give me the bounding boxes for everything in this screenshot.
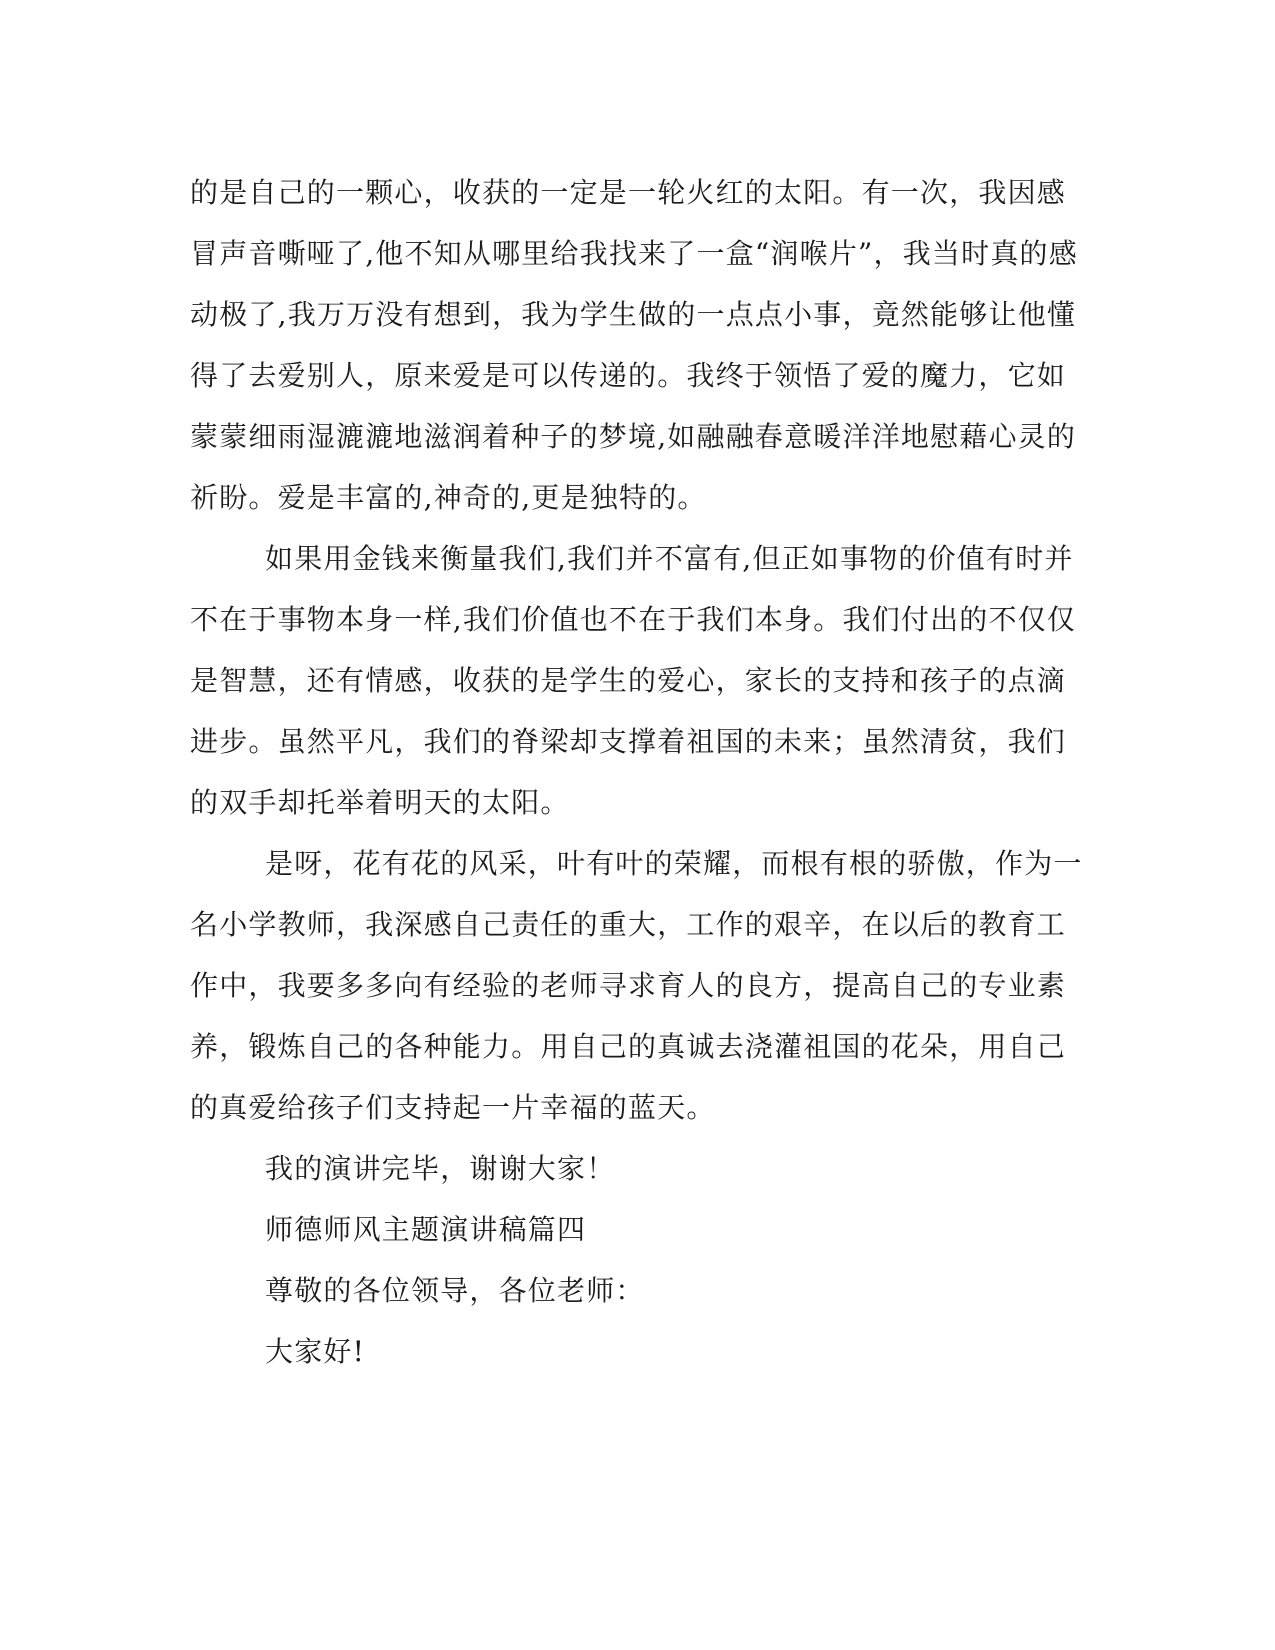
text-line: 名小学教师，我深感自己责任的重大，工作的艰辛，在以后的教育工	[190, 908, 1067, 941]
text-line: 的真爱给孩子们支持起一片幸福的蓝天。	[190, 1091, 716, 1124]
text-line: 冒声音嘶哑了,他不知从哪里给我找来了一盒“润喉片”，我当时真的感	[190, 237, 1078, 270]
text-line: 的是自己的一颗心，收获的一定是一轮火红的太阳。有一次，我因感	[190, 176, 1067, 209]
text-line: 是呀，花有花的风采，叶有叶的荣耀，而根有根的骄傲，作为一	[265, 847, 1083, 880]
paragraph-3	[190, 833, 1083, 1138]
paragraph-2	[190, 528, 1077, 833]
text-line: 得了去爱别人，原来爱是可以传递的。我终于领悟了爱的魔力，它如	[190, 359, 1067, 392]
document-body	[190, 162, 1083, 1382]
text-line: 如果用金钱来衡量我们,我们并不富有,但正如事物的价值有时并	[265, 542, 1074, 575]
text-line: 作中，我要多多向有经验的老师寻求育人的良方，提高自己的专业素	[190, 969, 1067, 1002]
section-title: 师德师风主题演讲稿篇四	[265, 1213, 587, 1246]
text-line: 的双手却托举着明天的太阳。	[190, 786, 570, 819]
greeting: 大家好!	[265, 1335, 366, 1368]
salutation: 尊敬的各位领导，各位老师：	[265, 1274, 645, 1307]
text-line: 养，锻炼自己的各种能力。用自己的真诚去浇灌祖国的花朵，用自己	[190, 1030, 1067, 1063]
text-line: 进步。虽然平凡，我们的脊梁却支撑着祖国的未来；虽然清贫，我们	[190, 725, 1067, 758]
text-line: 是智慧，还有情感，收获的是学生的爱心，家长的支持和孩子的点滴	[190, 664, 1067, 697]
closing-line: 我的演讲完毕，谢谢大家！	[265, 1152, 616, 1185]
text-line: 蒙蒙细雨湿漉漉地滋润着种子的梦境,如融融春意暖洋洋地慰藉心灵的	[190, 420, 1077, 453]
paragraph-1	[190, 162, 1078, 528]
text-line: 动极了,我万万没有想到，我为学生做的一点点小事，竟然能够让他懂	[190, 298, 1077, 331]
text-line: 祈盼。爱是丰富的,神奇的,更是独特的。	[190, 481, 707, 514]
text-line: 不在于事物本身一样,我们价值也不在于我们本身。我们付出的不仅仅	[190, 603, 1077, 636]
